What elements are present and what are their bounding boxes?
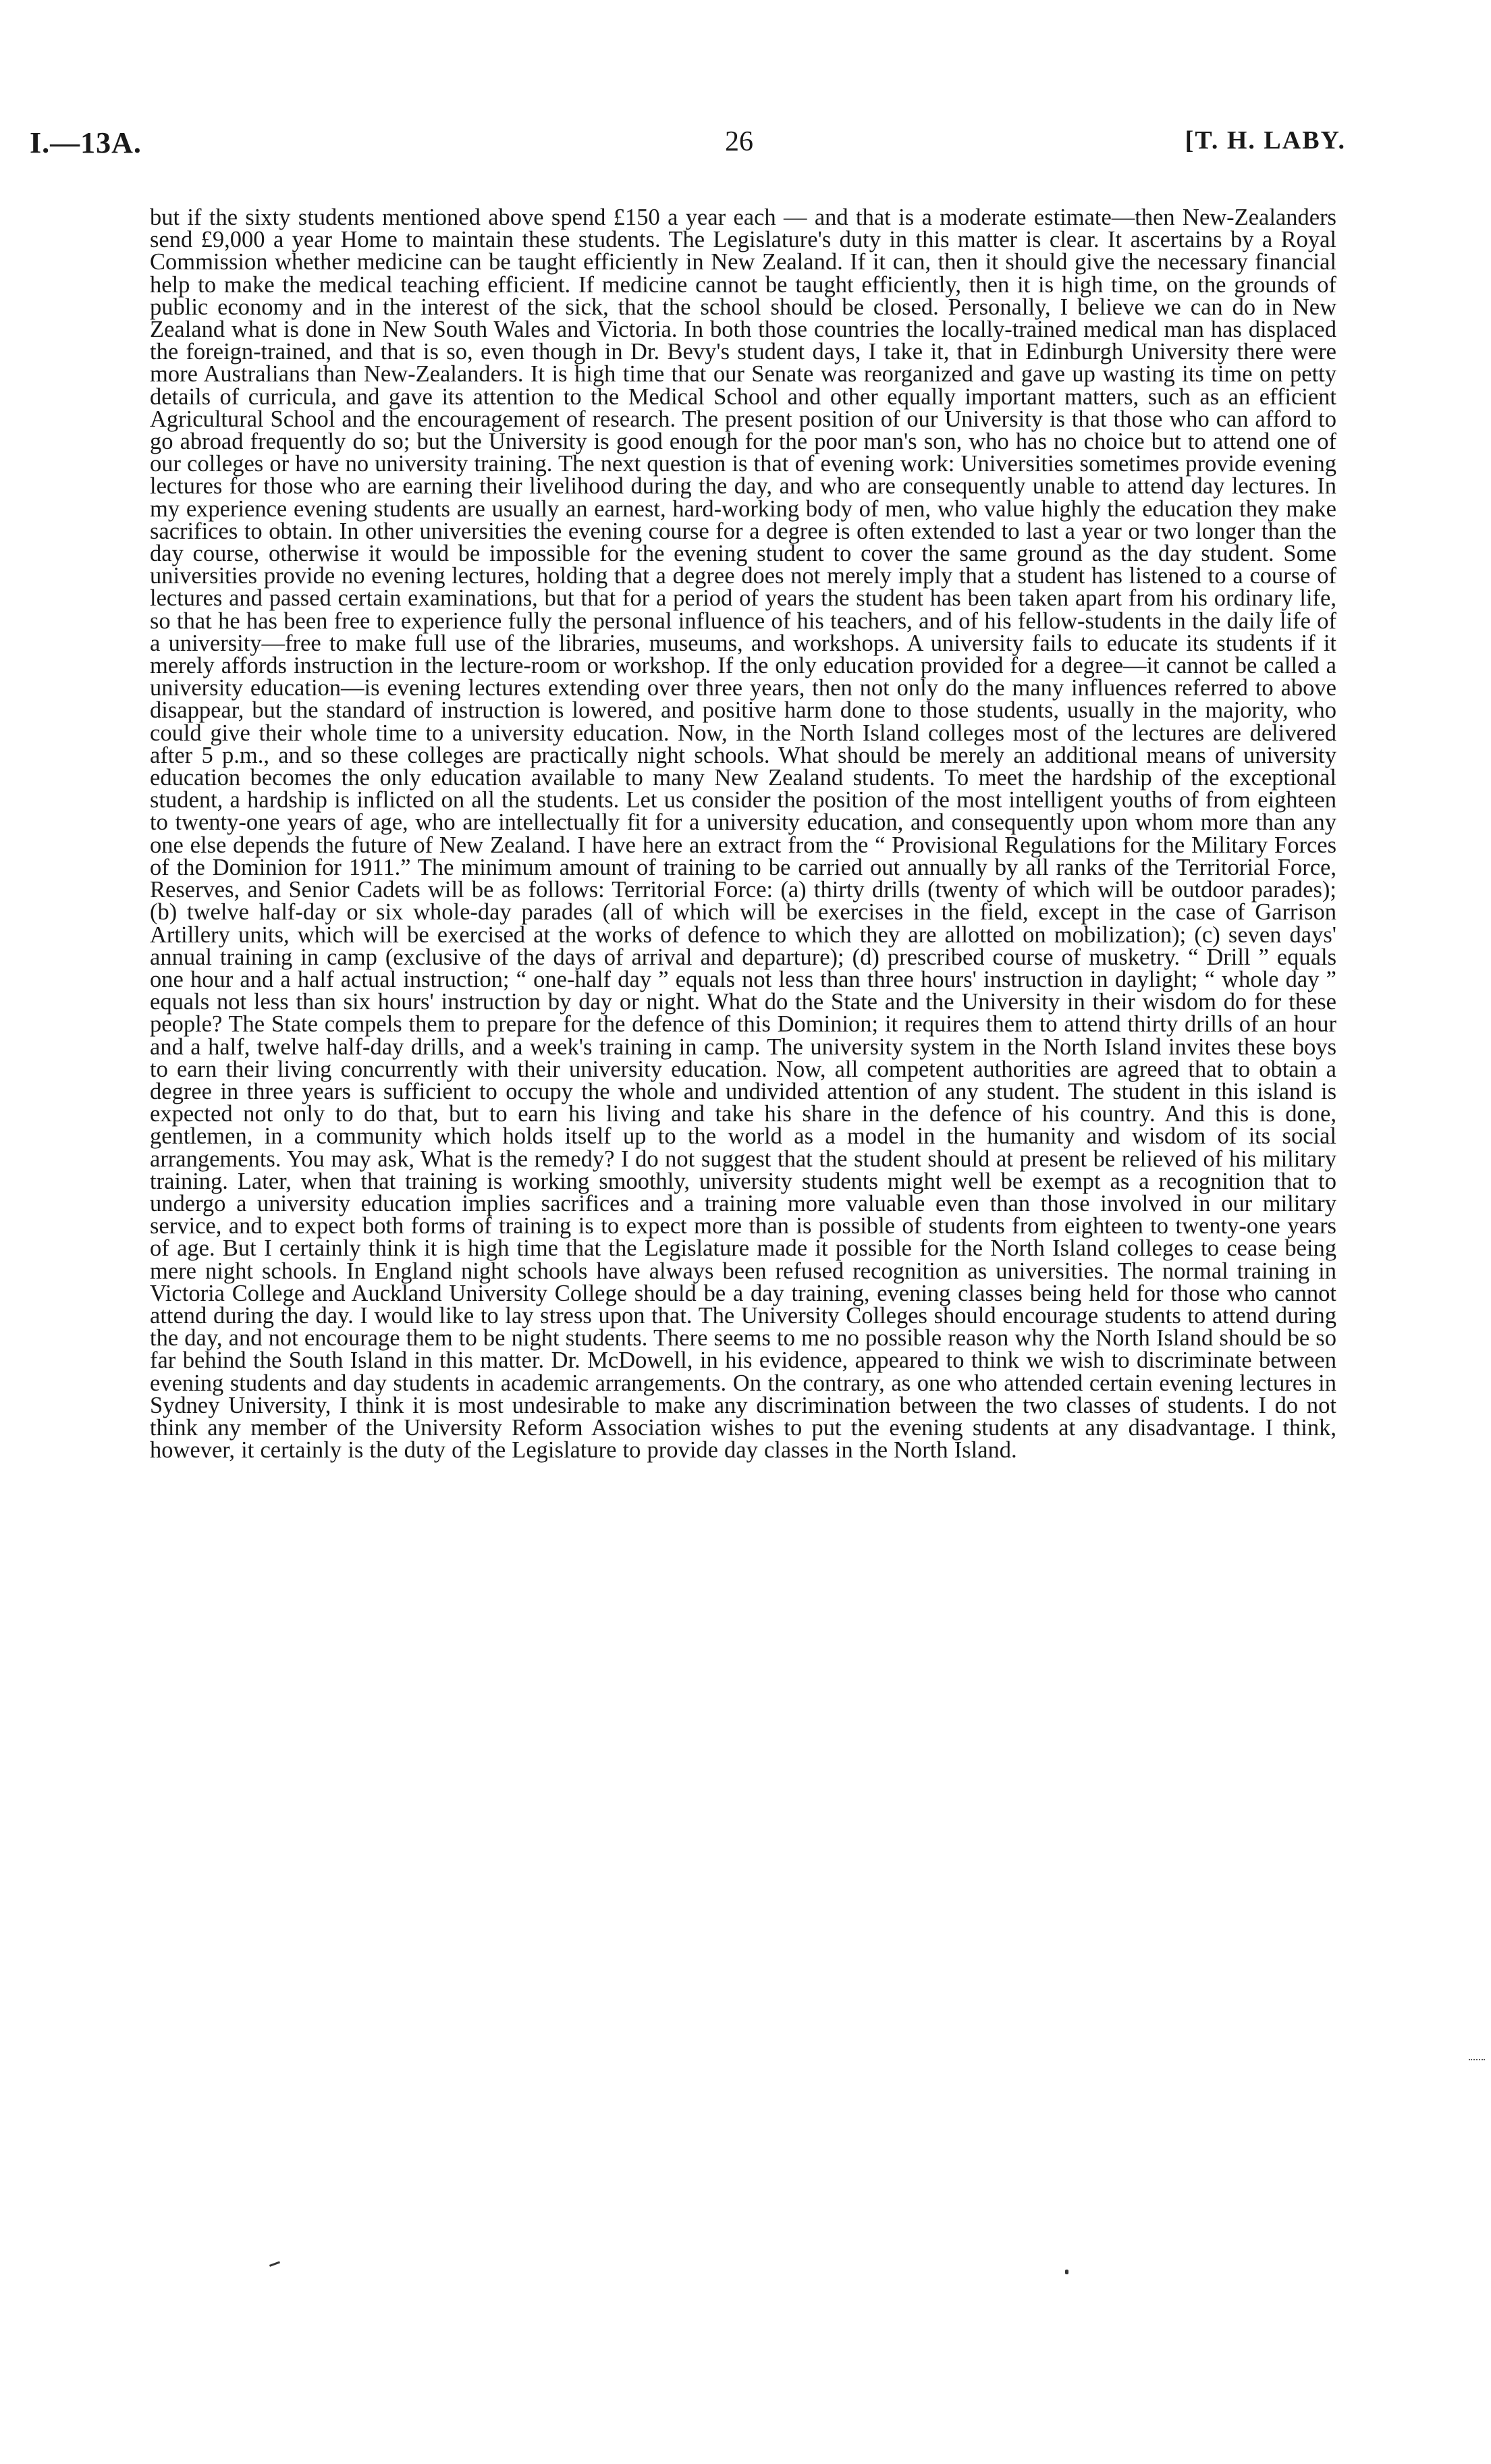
report-reference: I.—13A.	[30, 126, 142, 159]
page-number: 26	[725, 126, 753, 157]
page-header	[30, 126, 1346, 166]
margin-mark	[1469, 2059, 1485, 2062]
stray-mark	[1065, 2270, 1068, 2274]
stray-mark	[269, 2261, 281, 2271]
body-paragraph: but if the sixty students mentioned above spend £150 a year each — and that is a moderate estimate—then New-Zealanders send £9,000 a year Home to maintain these students. The Legislature's duty in this matter is clear. It ascertains by a Royal Commission whether medicine can be taught efficiently in New Zealand. If it can, then it should give the necessary financial help to make the medical teaching efficient. If medicine cannot be taught efficiently, then it is high time, on the grounds of public economy and in the interest of the sick, that the school should be closed. Personally, I believe we can do in New Zealand what is done in New South Wales and Victoria. In both those countries the locally-trained medical man has displaced the foreign-trained, and that is so, even though in Dr. Bevy's student days, I take it, that in Edinburgh University there were more Australians than New-Zealanders. It is high time that our Senate was reorganized and gave up wasting its time on petty details of curricula, and gave its attention to the Medical School and other equally important matters, such as an efficient Agricultural School and the encouragement of research. The present position of our University is that those who can afford to go abroad frequently do so; but the University is good enough for the poor man's son, who has no choice but to attend one of our colleges or have no university training. The next question is that of evening work: Universities sometimes provide evening lectures for those who are earning their livelihood during the day, and who are consequently unable to attend day lectures. In my experience evening students are usually an earnest, hard-working body of men, who value highly the education they make sacrifices to obtain. In other universities the evening course for a degree is often extended to last a year or two longer than the day course, otherwise it would be impossible for the evening student to cover the same ground as the day student. Some universities provide no evening lectures, holding that a degree does not merely imply that a student has listened to a course of lectures and passed certain examinations, but that for a period of years the student has been taken apart from his ordinary life, so that he has been free to experience fully the personal influence of his teachers, and of his fellow-students in the daily life of a university—free to make full use of the libraries, museums, and workshops. A university fails to educate its students if it merely affords instruction in the lecture-room or workshop. If the only education provided for a degree—it cannot be called a university education—is evening lectures extending over three years, then not only do the many influences referred to above disappear, but the standard of instruction is lowered, and positive harm done to those students, usually in the majority, who could give their whole time to a university education. Now, in the North Island colleges most of the lectures are delivered after 5 p.m., and so these colleges are practically night schools. What should be merely an additional means of university education becomes the only education available to many New Zealand students. To meet the hardship of the exceptional student, a hardship is inflicted on all the students. Let us consider the position of the most intelligent youths of from eighteen to twenty-one years of age, who are intellectually fit for a university education, and consequently upon whom more than any one else depends the future of New Zealand. I have here an extract from the “ Provisional Regulations for the Military Forces of the Dominion for 1911.” The minimum amount of training to be carried out annually by all ranks of the Territorial Force, Reserves, and Senior Cadets will be as follows: Territorial Force: (a) thirty drills (twenty of which will be outdoor parades); (b) twelve half-day or six whole-day parades (all of which will be exercises in the field, except in the case of Garrison Artillery units, which will be exercised at the works of defence to which they are allotted on mobilization); (c) seven days' annual training in camp (exclusive of the days of arrival and departure); (d) prescribed course of musketry. “ Drill ” equals one hour and a half actual instruction; “ one-half day ” equals not less than three hours' instruction in daylight; “ whole day ” equals not less than six hours' instruction by day or night. What do the State and the University in their wisdom do for these people? The State compels them to prepare for the defence of this Dominion; it requires them to attend thirty drills of an hour and a half, twelve half-day drills, and a week's training in camp. The university system in the North Island invites these boys to earn their living concurrently with their university education. Now, all competent authorities are agreed that to obtain a degree in three years is sufficient to occupy the whole and undivided attention of any student. The student in this island is expected not only to do that, but to earn his living and take his share in the defence of his country. And this is done, gentlemen, in a community which holds itself up to the world as a model in the humanity and wisdom of its social arrangements. You may ask, What is the remedy? I do not suggest that the student should at present be relieved of his military training. Later, when that training is working smoothly, university students might well be exempt as a recognition that to undergo a university education implies sacrifices and a training more valuable even than those involved in our military service, and to expect both forms of training is to expect more than is possible of students from eighteen to twenty-one years of age. But I certainly think it is high time that the Legislature made it possible for the North Island colleges to cease being mere night schools. In England night schools have always been refused recognition as universities. The normal training in Victoria College and Auckland University College should be a day training, evening classes being held for those who cannot attend during the day. I would like to lay stress upon that. The University Colleges should encourage students to attend during the day, and not encourage them to be night students. There seems to me no possible reason why the North Island should be so far behind the South Island in this matter. Dr. McDowell, in his evidence, appeared to think we wish to discriminate between evening students and day students in academic arrangements. On the contrary, as one who attended certain evening lectures in Sydney University, I think it is most undesirable to make any discrimination between the two classes of students. I do not think any member of the University Reform Association wishes to put the evening students at any disadvantage. I think, however, it certainly is the duty of the Legislature to provide day classes in the North Island.	[150, 205, 1336, 1464]
body-text	[150, 207, 1336, 1462]
witness-name: [T. H. LABY.	[1185, 126, 1346, 155]
